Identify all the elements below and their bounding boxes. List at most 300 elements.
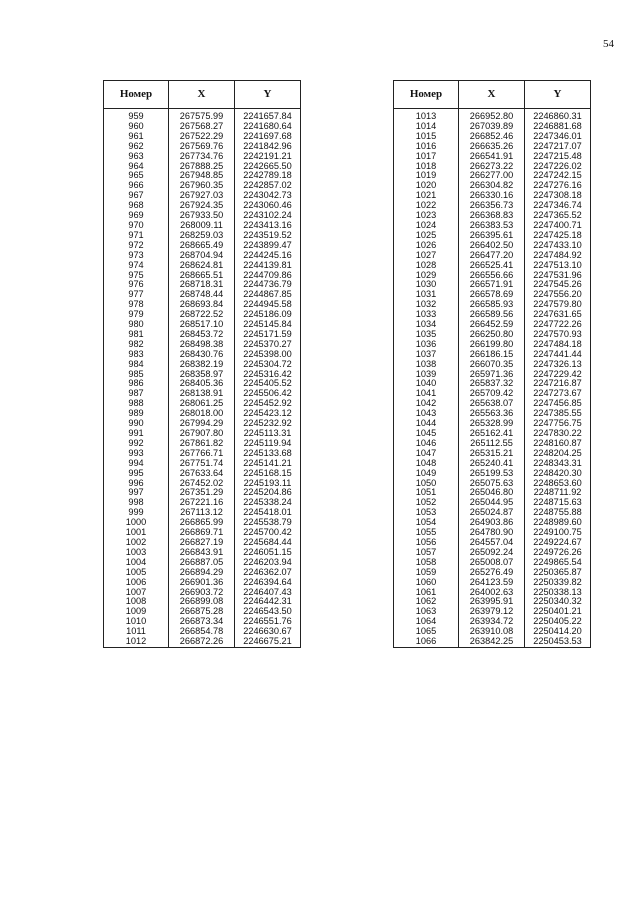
- y-cell: 2248653.60: [525, 479, 591, 489]
- y-cell: 2246543.50: [235, 607, 301, 617]
- x-cell: 263979.12: [459, 607, 525, 617]
- y-cell: 2243519.52: [235, 231, 301, 241]
- x-cell: 267933.50: [169, 211, 235, 221]
- y-cell: 2241680.64: [235, 122, 301, 132]
- point-number-cell: 1038: [394, 360, 459, 370]
- point-number-cell: 1044: [394, 419, 459, 429]
- point-number-cell: 1060: [394, 578, 459, 588]
- y-cell: 2245141.21: [235, 459, 301, 469]
- y-cell: 2248204.25: [525, 449, 591, 459]
- x-cell: 264002.63: [459, 588, 525, 598]
- x-cell: 266356.73: [459, 201, 525, 211]
- point-number-cell: 1021: [394, 191, 459, 201]
- y-cell: 2250365.87: [525, 568, 591, 578]
- y-cell: 2246630.67: [235, 627, 301, 637]
- x-cell: 268382.19: [169, 360, 235, 370]
- y-cell: 2245370.27: [235, 340, 301, 350]
- x-cell: 264780.90: [459, 528, 525, 538]
- y-cell: 2245506.42: [235, 389, 301, 399]
- x-cell: 266873.34: [169, 617, 235, 627]
- x-cell: 266899.08: [169, 597, 235, 607]
- x-cell: 266852.46: [459, 132, 525, 142]
- point-number-cell: 1027: [394, 251, 459, 261]
- x-cell: 266827.19: [169, 538, 235, 548]
- y-cell: 2247513.10: [525, 261, 591, 271]
- x-cell: 268624.81: [169, 261, 235, 271]
- y-cell: 2245145.84: [235, 320, 301, 330]
- y-cell: 2245119.94: [235, 439, 301, 449]
- x-cell: 263995.91: [459, 597, 525, 607]
- x-cell: 268259.03: [169, 231, 235, 241]
- y-cell: 2250340.32: [525, 597, 591, 607]
- y-cell: 2250401.21: [525, 607, 591, 617]
- point-number-cell: 1001: [104, 528, 169, 538]
- table-body-left: [104, 109, 301, 648]
- point-number-cell: 1022: [394, 201, 459, 211]
- point-number-cell: 959: [104, 112, 169, 122]
- x-cell: 266854.78: [169, 627, 235, 637]
- y-cell: 2244867.85: [235, 290, 301, 300]
- y-cell: 2247216.87: [525, 379, 591, 389]
- x-cell: 267924.35: [169, 201, 235, 211]
- point-number-cell: 1040: [394, 379, 459, 389]
- point-number-cell: 1064: [394, 617, 459, 627]
- x-cell: 266952.80: [459, 112, 525, 122]
- point-number-cell: 977: [104, 290, 169, 300]
- y-cell: 2242789.18: [235, 171, 301, 181]
- x-cell: 268138.91: [169, 389, 235, 399]
- header-x: X: [459, 81, 525, 109]
- point-number-cell: 1007: [104, 588, 169, 598]
- x-cell: 268009.11: [169, 221, 235, 231]
- point-number-cell: 1049: [394, 469, 459, 479]
- y-cell: 2248755.88: [525, 508, 591, 518]
- y-cell: 2245418.01: [235, 508, 301, 518]
- y-cell: 2245113.31: [235, 429, 301, 439]
- x-cell: 268748.44: [169, 290, 235, 300]
- x-cell: 267569.76: [169, 142, 235, 152]
- y-cell: 2245684.44: [235, 538, 301, 548]
- y-cell: 2248420.30: [525, 469, 591, 479]
- header-number: Номер: [104, 81, 169, 109]
- y-cell: 2242191.21: [235, 152, 301, 162]
- point-number-cell: 973: [104, 251, 169, 261]
- point-number-cell: 1005: [104, 568, 169, 578]
- point-number-cell: 962: [104, 142, 169, 152]
- point-number-cell: 1012: [104, 637, 169, 647]
- point-number-cell: 1041: [394, 389, 459, 399]
- y-cell: 2247308.18: [525, 191, 591, 201]
- point-number-cell: 1019: [394, 171, 459, 181]
- point-number-cell: 1013: [394, 112, 459, 122]
- y-cell: 2247545.26: [525, 280, 591, 290]
- x-cell: 266273.22: [459, 162, 525, 172]
- y-cell: 2247346.01: [525, 132, 591, 142]
- table-row: [104, 637, 301, 647]
- point-number-cell: 960: [104, 122, 169, 132]
- point-number-cell: 1039: [394, 370, 459, 380]
- x-cell: 267907.80: [169, 429, 235, 439]
- y-cell: 2246442.31: [235, 597, 301, 607]
- y-cell: 2247425.18: [525, 231, 591, 241]
- point-number-cell: 1045: [394, 429, 459, 439]
- point-number-cell: 1046: [394, 439, 459, 449]
- y-cell: 2249865.54: [525, 558, 591, 568]
- x-cell: 265075.63: [459, 479, 525, 489]
- y-cell: 2244139.81: [235, 261, 301, 271]
- x-cell: 266250.80: [459, 330, 525, 340]
- x-cell: 266571.91: [459, 280, 525, 290]
- x-cell: 263842.25: [459, 637, 525, 647]
- y-cell: 2245171.59: [235, 330, 301, 340]
- table-row: [394, 261, 591, 271]
- y-cell: 2245452.92: [235, 399, 301, 409]
- point-number-cell: 1035: [394, 330, 459, 340]
- y-cell: 2247556.20: [525, 290, 591, 300]
- point-number-cell: 988: [104, 399, 169, 409]
- x-cell: 266589.56: [459, 310, 525, 320]
- point-number-cell: 961: [104, 132, 169, 142]
- y-cell: 2247326.13: [525, 360, 591, 370]
- table-row: [394, 578, 591, 588]
- point-number-cell: 1011: [104, 627, 169, 637]
- point-number-cell: 968: [104, 201, 169, 211]
- x-cell: 268358.97: [169, 370, 235, 380]
- point-number-cell: 964: [104, 162, 169, 172]
- x-cell: 267948.85: [169, 171, 235, 181]
- point-number-cell: 1050: [394, 479, 459, 489]
- x-cell: 265092.24: [459, 548, 525, 558]
- point-number-cell: 981: [104, 330, 169, 340]
- x-cell: 263934.72: [459, 617, 525, 627]
- x-cell: 267766.71: [169, 449, 235, 459]
- x-cell: 268430.76: [169, 350, 235, 360]
- y-cell: 2247756.75: [525, 419, 591, 429]
- y-cell: 2247631.65: [525, 310, 591, 320]
- point-number-cell: 1024: [394, 221, 459, 231]
- point-number-cell: 965: [104, 171, 169, 181]
- x-cell: 266368.83: [459, 211, 525, 221]
- x-cell: 267888.25: [169, 162, 235, 172]
- point-number-cell: 1052: [394, 498, 459, 508]
- x-cell: 267751.74: [169, 459, 235, 469]
- point-number-cell: 1020: [394, 181, 459, 191]
- point-number-cell: 1043: [394, 409, 459, 419]
- y-cell: 2245304.72: [235, 360, 301, 370]
- y-cell: 2245405.52: [235, 379, 301, 389]
- x-cell: 266330.16: [459, 191, 525, 201]
- point-number-cell: 1055: [394, 528, 459, 538]
- y-cell: 2247400.71: [525, 221, 591, 231]
- y-cell: 2249100.75: [525, 528, 591, 538]
- point-number-cell: 1056: [394, 538, 459, 548]
- point-number-cell: 989: [104, 409, 169, 419]
- y-cell: 2241842.96: [235, 142, 301, 152]
- table-row: [104, 261, 301, 271]
- y-cell: 2245316.42: [235, 370, 301, 380]
- y-cell: 2242857.02: [235, 181, 301, 191]
- y-cell: 2243102.24: [235, 211, 301, 221]
- point-number-cell: 1002: [104, 538, 169, 548]
- header-number: Номер: [394, 81, 459, 109]
- header-x: X: [169, 81, 235, 109]
- x-cell: 267568.27: [169, 122, 235, 132]
- x-cell: 266304.82: [459, 181, 525, 191]
- point-number-cell: 1016: [394, 142, 459, 152]
- y-cell: 2247484.18: [525, 340, 591, 350]
- x-cell: 265162.41: [459, 429, 525, 439]
- x-cell: 266901.36: [169, 578, 235, 588]
- x-cell: 267960.35: [169, 181, 235, 191]
- point-number-cell: 1057: [394, 548, 459, 558]
- y-cell: 2247456.85: [525, 399, 591, 409]
- point-number-cell: 979: [104, 310, 169, 320]
- x-cell: 266070.35: [459, 360, 525, 370]
- point-number-cell: 1026: [394, 241, 459, 251]
- x-cell: 268517.10: [169, 320, 235, 330]
- point-number-cell: 985: [104, 370, 169, 380]
- y-cell: 2247226.02: [525, 162, 591, 172]
- y-cell: 2248343.31: [525, 459, 591, 469]
- x-cell: 266186.15: [459, 350, 525, 360]
- point-number-cell: 1032: [394, 300, 459, 310]
- y-cell: 2246051.15: [235, 548, 301, 558]
- x-cell: 266541.91: [459, 152, 525, 162]
- y-cell: 2245204.86: [235, 488, 301, 498]
- x-cell: 264557.04: [459, 538, 525, 548]
- y-cell: 2245168.15: [235, 469, 301, 479]
- x-cell: 265638.07: [459, 399, 525, 409]
- x-cell: 266277.00: [459, 171, 525, 181]
- x-cell: 266894.29: [169, 568, 235, 578]
- point-number-cell: 975: [104, 271, 169, 281]
- point-number-cell: 1009: [104, 607, 169, 617]
- x-cell: 263910.08: [459, 627, 525, 637]
- point-number-cell: 963: [104, 152, 169, 162]
- y-cell: 2246675.21: [235, 637, 301, 647]
- y-cell: 2244736.79: [235, 280, 301, 290]
- point-number-cell: 1066: [394, 637, 459, 647]
- y-cell: 2243042.73: [235, 191, 301, 201]
- page-number: 54: [603, 38, 614, 50]
- point-number-cell: 969: [104, 211, 169, 221]
- y-cell: 2247570.93: [525, 330, 591, 340]
- y-cell: 2247217.07: [525, 142, 591, 152]
- table-header-row: [104, 81, 301, 109]
- y-cell: 2243899.47: [235, 241, 301, 251]
- y-cell: 2241657.84: [235, 112, 301, 122]
- coordinates-table-left: [103, 80, 301, 648]
- point-number-cell: 992: [104, 439, 169, 449]
- table-body-right: [394, 109, 591, 648]
- point-number-cell: 1018: [394, 162, 459, 172]
- x-cell: 266843.91: [169, 548, 235, 558]
- point-number-cell: 1065: [394, 627, 459, 637]
- y-cell: 2245193.11: [235, 479, 301, 489]
- point-number-cell: 967: [104, 191, 169, 201]
- y-cell: 2247385.55: [525, 409, 591, 419]
- point-number-cell: 1053: [394, 508, 459, 518]
- point-number-cell: 972: [104, 241, 169, 251]
- y-cell: 2249224.67: [525, 538, 591, 548]
- x-cell: 265837.32: [459, 379, 525, 389]
- y-cell: 2247531.96: [525, 271, 591, 281]
- point-number-cell: 1033: [394, 310, 459, 320]
- coordinates-table-right: [393, 80, 591, 648]
- header-y: Y: [235, 81, 301, 109]
- table-row: [394, 637, 591, 647]
- x-cell: 265240.41: [459, 459, 525, 469]
- point-number-cell: 966: [104, 181, 169, 191]
- x-cell: 265563.36: [459, 409, 525, 419]
- point-number-cell: 1017: [394, 152, 459, 162]
- x-cell: 265709.42: [459, 389, 525, 399]
- y-cell: 2247365.52: [525, 211, 591, 221]
- y-cell: 2244945.58: [235, 300, 301, 310]
- point-number-cell: 976: [104, 280, 169, 290]
- x-cell: 266903.72: [169, 588, 235, 598]
- point-number-cell: 1054: [394, 518, 459, 528]
- y-cell: 2246203.94: [235, 558, 301, 568]
- x-cell: 266887.05: [169, 558, 235, 568]
- x-cell: 267734.76: [169, 152, 235, 162]
- x-cell: 268665.49: [169, 241, 235, 251]
- y-cell: 2247242.15: [525, 171, 591, 181]
- point-number-cell: 1014: [394, 122, 459, 132]
- x-cell: 267522.29: [169, 132, 235, 142]
- header-y: Y: [525, 81, 591, 109]
- x-cell: 265328.99: [459, 419, 525, 429]
- x-cell: 265276.49: [459, 568, 525, 578]
- point-number-cell: 1051: [394, 488, 459, 498]
- point-number-cell: 994: [104, 459, 169, 469]
- y-cell: 2245133.68: [235, 449, 301, 459]
- y-cell: 2245338.24: [235, 498, 301, 508]
- point-number-cell: 980: [104, 320, 169, 330]
- point-number-cell: 993: [104, 449, 169, 459]
- x-cell: 266869.71: [169, 528, 235, 538]
- x-cell: 268693.84: [169, 300, 235, 310]
- y-cell: 2245398.00: [235, 350, 301, 360]
- y-cell: 2246394.64: [235, 578, 301, 588]
- x-cell: 267452.02: [169, 479, 235, 489]
- point-number-cell: 1061: [394, 588, 459, 598]
- x-cell: 266402.50: [459, 241, 525, 251]
- y-cell: 2247433.10: [525, 241, 591, 251]
- point-number-cell: 982: [104, 340, 169, 350]
- y-cell: 2250338.13: [525, 588, 591, 598]
- y-cell: 2248711.92: [525, 488, 591, 498]
- x-cell: 266395.61: [459, 231, 525, 241]
- y-cell: 2246860.31: [525, 112, 591, 122]
- x-cell: 266452.59: [459, 320, 525, 330]
- x-cell: 267994.29: [169, 419, 235, 429]
- x-cell: 266635.26: [459, 142, 525, 152]
- point-number-cell: 1029: [394, 271, 459, 281]
- y-cell: 2250339.82: [525, 578, 591, 588]
- point-number-cell: 1037: [394, 350, 459, 360]
- x-cell: 267039.89: [459, 122, 525, 132]
- point-number-cell: 1010: [104, 617, 169, 627]
- y-cell: 2247276.16: [525, 181, 591, 191]
- x-cell: 264123.59: [459, 578, 525, 588]
- point-number-cell: 1059: [394, 568, 459, 578]
- point-number-cell: 999: [104, 508, 169, 518]
- y-cell: 2247215.48: [525, 152, 591, 162]
- point-number-cell: 1023: [394, 211, 459, 221]
- point-number-cell: 1015: [394, 132, 459, 142]
- y-cell: 2243060.46: [235, 201, 301, 211]
- y-cell: 2250453.53: [525, 637, 591, 647]
- point-number-cell: 1042: [394, 399, 459, 409]
- x-cell: 268498.38: [169, 340, 235, 350]
- point-number-cell: 991: [104, 429, 169, 439]
- x-cell: 266477.20: [459, 251, 525, 261]
- point-number-cell: 971: [104, 231, 169, 241]
- x-cell: 268704.94: [169, 251, 235, 261]
- x-cell: 266865.99: [169, 518, 235, 528]
- y-cell: 2246881.68: [525, 122, 591, 132]
- point-number-cell: 995: [104, 469, 169, 479]
- y-cell: 2242665.50: [235, 162, 301, 172]
- x-cell: 267861.82: [169, 439, 235, 449]
- x-cell: 268722.52: [169, 310, 235, 320]
- y-cell: 2247273.67: [525, 389, 591, 399]
- x-cell: 265112.55: [459, 439, 525, 449]
- y-cell: 2247830.22: [525, 429, 591, 439]
- y-cell: 2250414.20: [525, 627, 591, 637]
- point-number-cell: 996: [104, 479, 169, 489]
- point-number-cell: 1062: [394, 597, 459, 607]
- point-number-cell: 1048: [394, 459, 459, 469]
- point-number-cell: 1058: [394, 558, 459, 568]
- x-cell: 266585.93: [459, 300, 525, 310]
- y-cell: 2246407.43: [235, 588, 301, 598]
- point-number-cell: 1004: [104, 558, 169, 568]
- y-cell: 2245538.79: [235, 518, 301, 528]
- y-cell: 2245423.12: [235, 409, 301, 419]
- point-number-cell: 986: [104, 379, 169, 389]
- x-cell: 268665.51: [169, 271, 235, 281]
- point-number-cell: 1025: [394, 231, 459, 241]
- y-cell: 2245232.92: [235, 419, 301, 429]
- y-cell: 2247441.44: [525, 350, 591, 360]
- x-cell: 268405.36: [169, 379, 235, 389]
- x-cell: 268018.00: [169, 409, 235, 419]
- x-cell: 265024.87: [459, 508, 525, 518]
- y-cell: 2249726.26: [525, 548, 591, 558]
- point-number-cell: 1008: [104, 597, 169, 607]
- x-cell: 268453.72: [169, 330, 235, 340]
- x-cell: 266872.26: [169, 637, 235, 647]
- point-number-cell: 1003: [104, 548, 169, 558]
- x-cell: 267221.16: [169, 498, 235, 508]
- y-cell: 2246362.07: [235, 568, 301, 578]
- y-cell: 2247722.26: [525, 320, 591, 330]
- x-cell: 268718.31: [169, 280, 235, 290]
- y-cell: 2247579.80: [525, 300, 591, 310]
- y-cell: 2244709.86: [235, 271, 301, 281]
- point-number-cell: 990: [104, 419, 169, 429]
- y-cell: 2241697.68: [235, 132, 301, 142]
- y-cell: 2247484.92: [525, 251, 591, 261]
- x-cell: 268061.25: [169, 399, 235, 409]
- y-cell: 2245186.09: [235, 310, 301, 320]
- point-number-cell: 1034: [394, 320, 459, 330]
- x-cell: 267575.99: [169, 112, 235, 122]
- point-number-cell: 998: [104, 498, 169, 508]
- y-cell: 2250405.22: [525, 617, 591, 627]
